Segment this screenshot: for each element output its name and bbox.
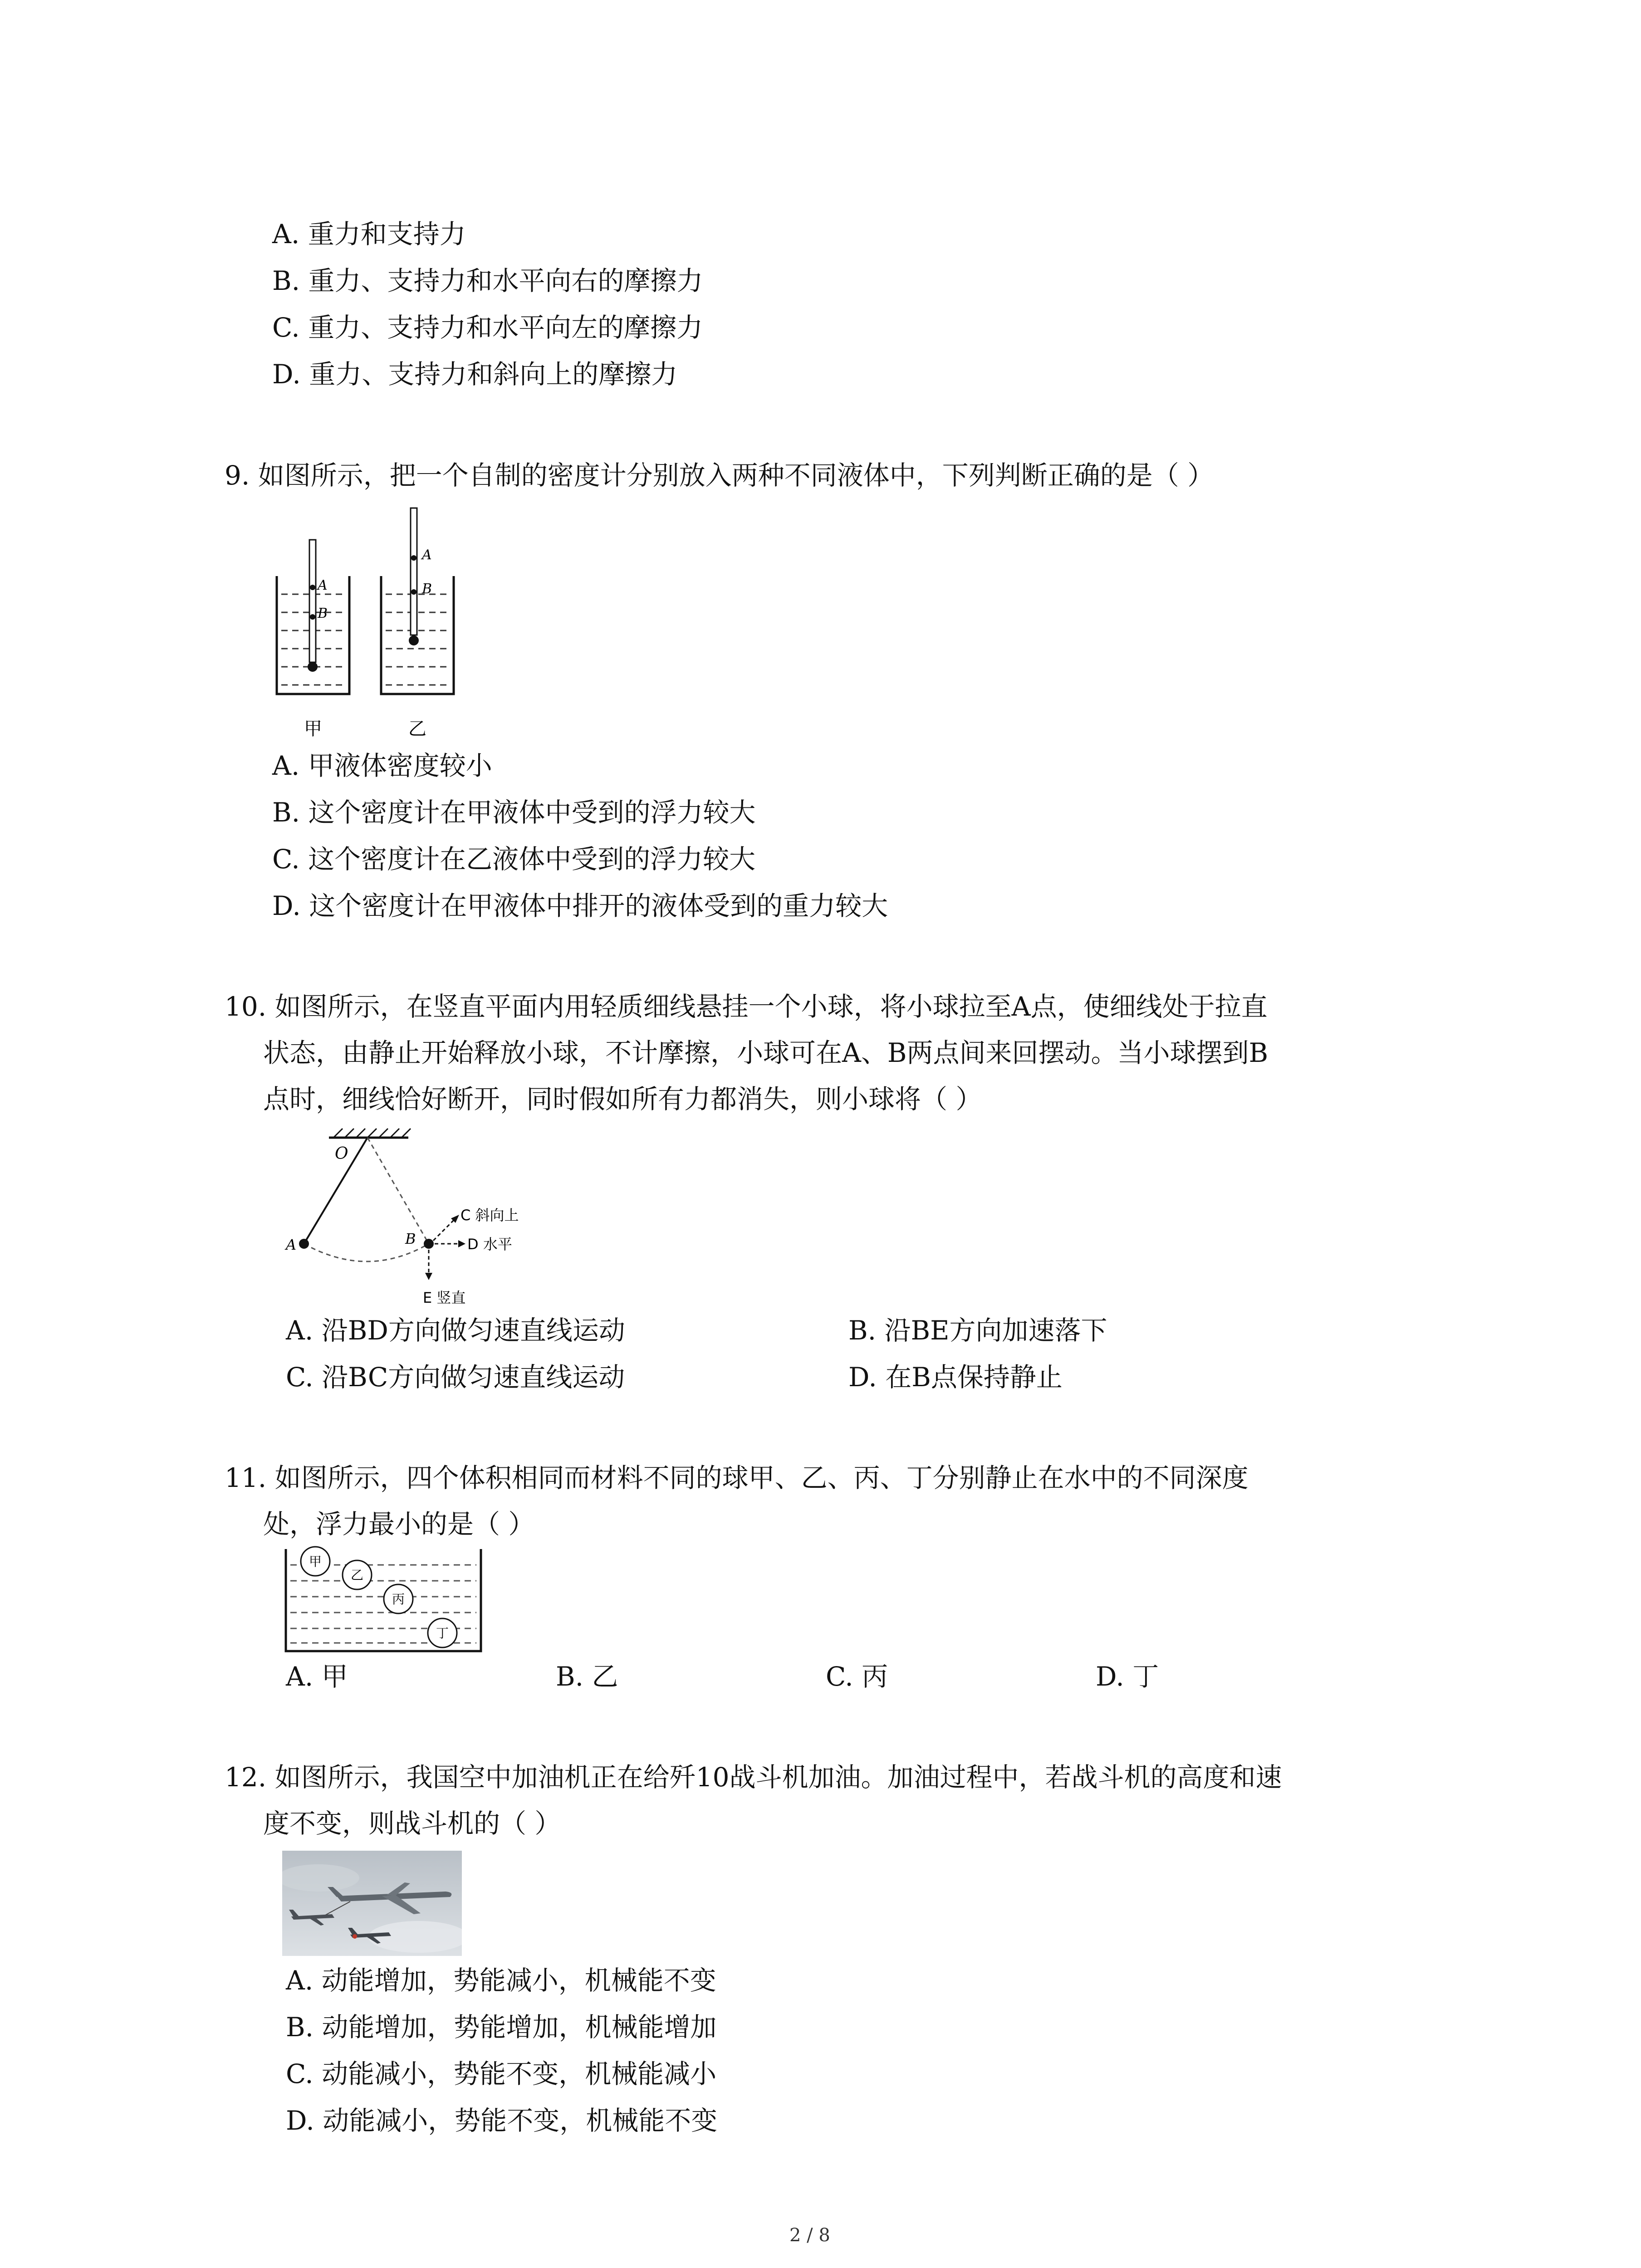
q12-stem-line-1: 12. 如图所示，我国空中加油机正在给歼10战斗机加油。加油过程中，若战斗机的高度和速 (225, 1762, 1282, 1793)
ball-label-yi: 乙 (350, 1568, 364, 1583)
label-o: O (335, 1144, 348, 1163)
q9-figure-density-meter (263, 499, 499, 753)
q11-stem-line-1: 11. 如图所示，四个体积相同而材料不同的球甲、乙、丙、丁分别静止在水中的不同深度 (225, 1462, 1249, 1493)
label-c: C 斜向上 (460, 1207, 519, 1224)
q12-stem-line-2: 度不变，则战斗机的（ ） (263, 1808, 561, 1839)
beaker-yi (381, 508, 454, 694)
q10-option-a: A. 沿BD方向做匀速直线运动 (286, 1315, 625, 1346)
label-a-yi: A (422, 547, 432, 563)
page-number: 2 / 8 (789, 2225, 830, 2246)
ball-label-ding: 丁 (436, 1626, 449, 1641)
caption-jia: 甲 (304, 719, 322, 739)
q9-option-d: D. 这个密度计在甲液体中排开的液体受到的重力较大 (272, 890, 888, 921)
q9-stem: 9. 如图所示，把一个自制的密度计分别放入两种不同液体中，下列判断正确的是（ ） (225, 460, 1214, 491)
label-a: A (286, 1236, 297, 1253)
q11-option-a: A. 甲 (286, 1661, 348, 1692)
q11-option-d: D. 丁 (1096, 1661, 1159, 1692)
q9-option-a: A. 甲液体密度较小 (272, 750, 492, 781)
q12-photo-aerial-refueling (282, 1851, 462, 1956)
ceiling-hatching (333, 1129, 411, 1138)
q12-option-b: B. 动能增加，势能增加，机械能增加 (286, 2012, 717, 2043)
q10-figure-pendulum (277, 1125, 558, 1315)
q10-option-d: D. 在B点保持静止 (848, 1362, 1063, 1393)
q11-option-b: B. 乙 (556, 1661, 618, 1692)
q9-option-c: C. 这个密度计在乙液体中受到的浮力较大 (272, 844, 756, 875)
beaker-jia (277, 540, 349, 694)
arrow-e-head (425, 1273, 432, 1280)
q9-option-b: B. 这个密度计在甲液体中受到的浮力较大 (272, 797, 756, 828)
q10-stem-line-1: 10. 如图所示，在竖直平面内用轻质细线悬挂一个小球，将小球拉至A点，使细线处于拉直 (225, 991, 1268, 1022)
label-b-yi: B (422, 581, 432, 597)
q8-option-a: A. 重力和支持力 (272, 219, 466, 249)
ball-b (424, 1239, 434, 1249)
caption-yi: 乙 (408, 719, 426, 739)
q11-figure-balls-in-water (281, 1542, 485, 1660)
q12-option-d: D. 动能减小，势能不变，机械能不变 (286, 2105, 718, 2136)
q12-option-c: C. 动能减小，势能不变，机械能减小 (286, 2058, 717, 2089)
q8-option-c: C. 重力、支持力和水平向左的摩擦力 (272, 312, 703, 343)
label-e: E 竖直 (423, 1289, 466, 1306)
q8-option-b: B. 重力、支持力和水平向右的摩擦力 (272, 265, 703, 296)
arrow-d-head (458, 1240, 465, 1247)
label-a-jia: A (318, 577, 328, 593)
string-dashed (367, 1138, 429, 1244)
label-b-jia: B (318, 606, 328, 621)
q8-option-d: D. 重力、支持力和斜向上的摩擦力 (272, 359, 678, 390)
q11-stem-line-2: 处，浮力最小的是（ ） (263, 1509, 535, 1540)
arrow-c-line (433, 1218, 456, 1241)
q10-stem-line-3: 点时，细线恰好断开，同时假如所有力都消失，则小球将（ ） (263, 1084, 982, 1114)
q12-option-a: A. 动能增加，势能减小，机械能不变 (286, 1965, 716, 1996)
ball-label-bing: 丙 (392, 1592, 405, 1607)
q10-option-c: C. 沿BC方向做匀速直线运动 (286, 1362, 625, 1393)
label-b: B (405, 1230, 416, 1247)
q10-stem-line-2: 状态，由静止开始释放小球，不计摩擦，小球可在A、B两点间来回摆动。当小球摆到B (263, 1037, 1269, 1068)
label-d: D 水平 (467, 1236, 512, 1253)
ball-a (299, 1239, 309, 1249)
q10-option-b: B. 沿BE方向加速落下 (848, 1315, 1107, 1346)
q11-option-c: C. 丙 (826, 1661, 888, 1692)
ball-label-jia: 甲 (309, 1554, 322, 1569)
